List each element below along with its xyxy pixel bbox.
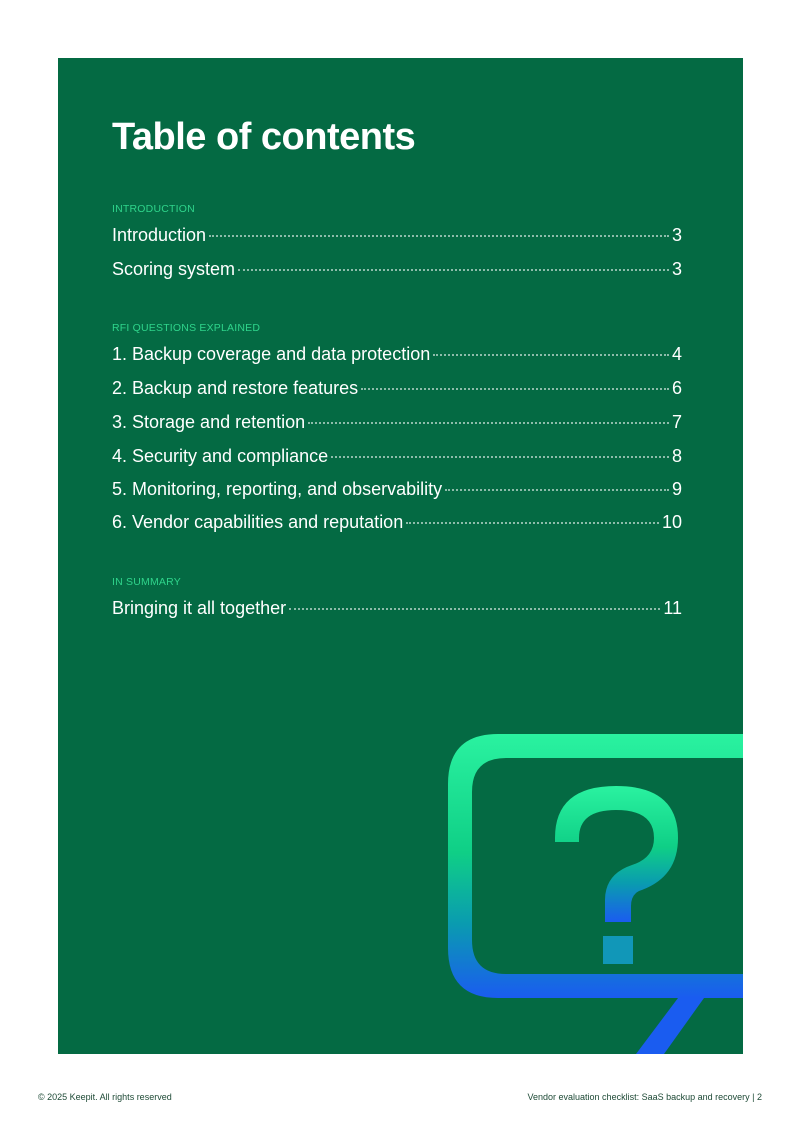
toc-entry-label: 1. Backup coverage and data protection [112, 344, 431, 364]
section-label-introduction: INTRODUCTION [112, 203, 195, 215]
question-mark-hook [555, 786, 678, 922]
toc-entry-backup-restore[interactable] [112, 378, 682, 404]
dot-leader [289, 608, 660, 610]
dot-leader [209, 235, 669, 237]
toc-entry-label: Introduction [112, 225, 207, 245]
toc-entry-label: 6. Vendor capabilities and reputation [112, 512, 404, 532]
toc-entry-page: 11 [663, 598, 682, 618]
toc-entry-label: 5. Monitoring, reporting, and observability [112, 479, 443, 499]
toc-entry-security-compliance[interactable] [112, 446, 682, 472]
toc-entry-scoring-system[interactable] [112, 259, 682, 285]
toc-entry-page: 3 [671, 259, 682, 279]
dot-leader [445, 489, 669, 491]
toc-entry-bringing-together[interactable] [112, 598, 682, 624]
toc-entry-page: 4 [671, 344, 682, 364]
toc-panel [58, 58, 743, 1054]
section-label-in-summary: IN SUMMARY [112, 576, 181, 588]
dot-leader [406, 522, 659, 524]
question-mark-dot [603, 936, 633, 964]
section-label-rfi-questions: RFI QUESTIONS EXPLAINED [112, 322, 261, 334]
toc-entry-page: 7 [671, 412, 682, 432]
toc-entry-page: 9 [671, 479, 682, 499]
speech-bubble-outline [448, 734, 743, 998]
dot-leader [361, 388, 669, 390]
toc-entry-label: 4. Security and compliance [112, 446, 329, 466]
toc-entry-introduction[interactable] [112, 225, 682, 251]
toc-entry-page: 3 [671, 225, 682, 245]
speech-bubble-tail [636, 998, 704, 1054]
footer-document-info [528, 1092, 763, 1102]
toc-entry-storage-retention[interactable] [112, 412, 682, 438]
toc-entry-label: 2. Backup and restore features [112, 378, 359, 398]
toc-entry-label: Scoring system [112, 259, 236, 279]
toc-entry-vendor-capabilities[interactable] [112, 512, 682, 538]
footer-document-title: Vendor evaluation checklist: SaaS backup and recovery [527, 1092, 750, 1102]
footer-copyright: © 2025 Keepit. All rights reserved [38, 1092, 172, 1102]
dot-leader [331, 456, 669, 458]
dot-leader [433, 354, 669, 356]
footer-page-number: | 2 [752, 1092, 762, 1102]
toc-entry-page: 6 [671, 378, 682, 398]
toc-entry-page: 8 [671, 446, 682, 466]
toc-entry-label: Bringing it all together [112, 598, 287, 618]
toc-entry-page: 10 [661, 512, 682, 532]
dot-leader [238, 269, 669, 271]
dot-leader [308, 422, 669, 424]
toc-entry-label: 3. Storage and retention [112, 412, 306, 432]
page-title: Table of contents [112, 116, 416, 158]
toc-entry-backup-coverage[interactable] [112, 344, 682, 370]
toc-entry-monitoring-reporting[interactable] [112, 479, 682, 505]
question-speech-bubble-icon [448, 734, 743, 1054]
